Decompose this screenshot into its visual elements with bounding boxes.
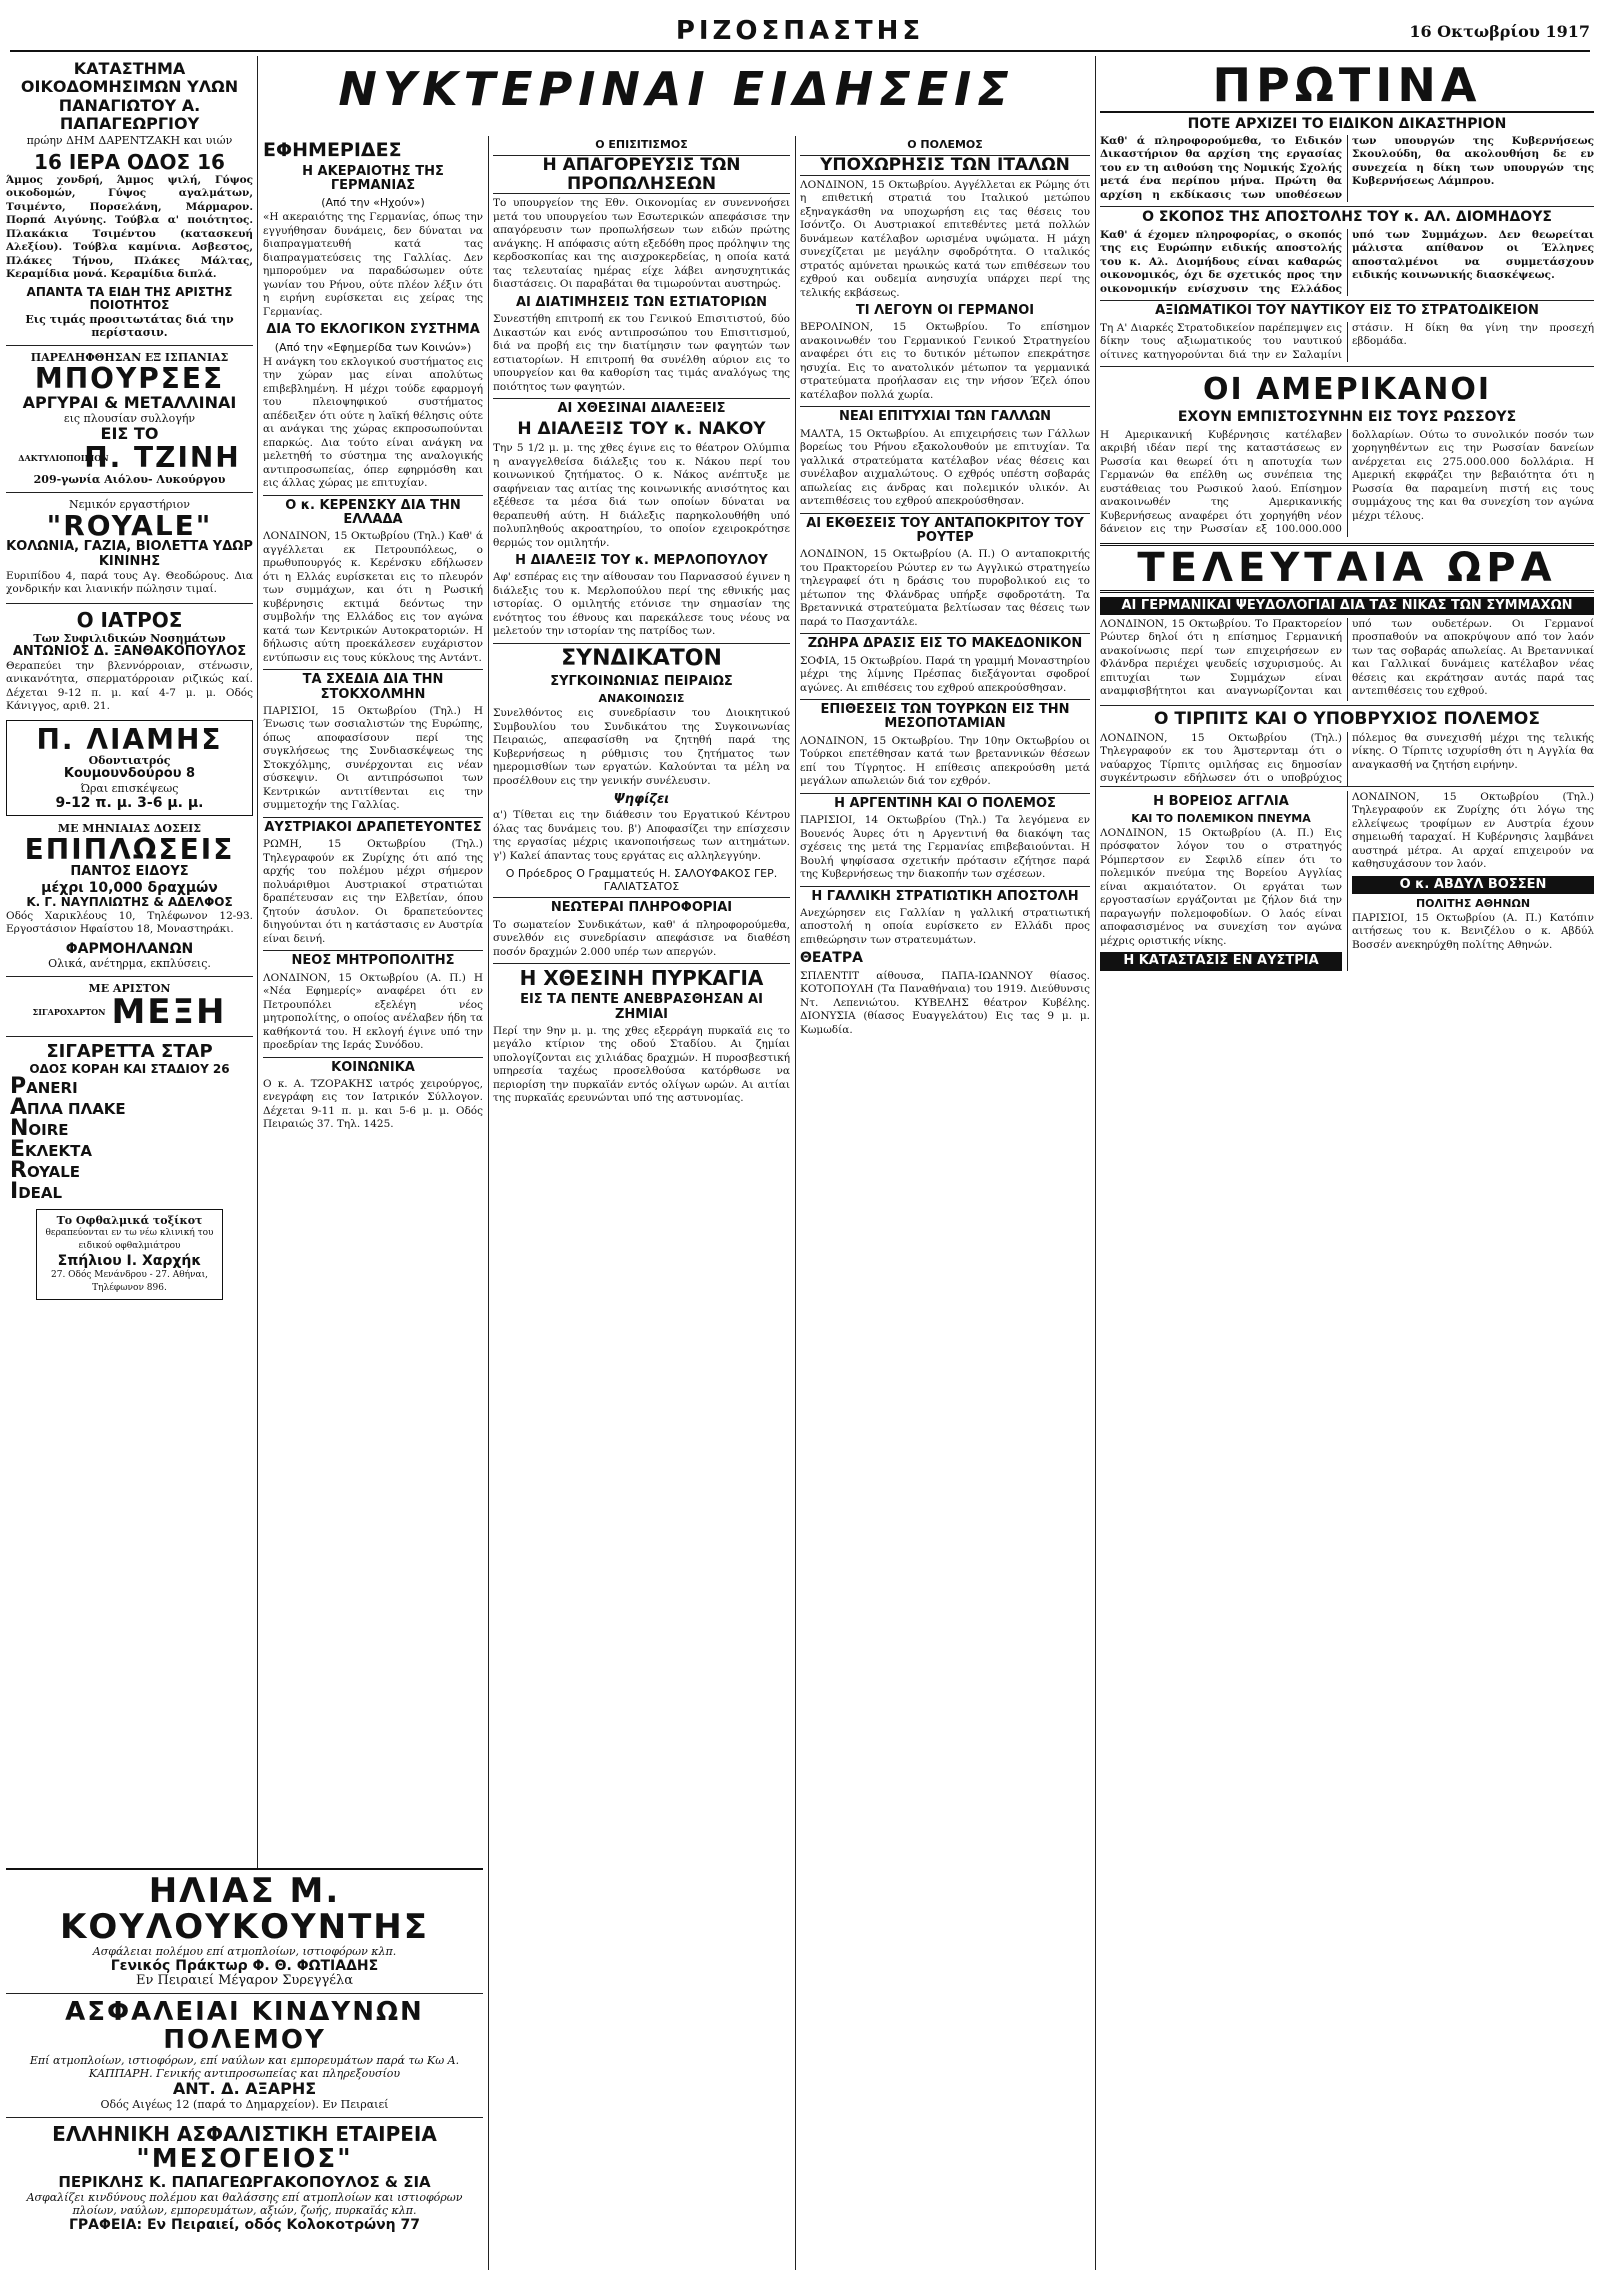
ad-subheading: Οδοντιατρός bbox=[88, 754, 171, 768]
article-body: ΛΟΝΔΙΝΟΝ, 15 Οκτωβρίου. Αγγέλλεται εκ Ρώμης ότι η επιθετική στρατιά του Ιταλικού μετώπου εξηναγκάσθη να υποχωρήση εις τας θέσεις του Ισόντζο. Οι Αυστριακοί επιτεθέντες μετά πολλών δυνάμεων κατέλαβον ωρισμένα υψώματα. Η μάχη συνεχίζεται με μεγάλην σφοδρότητα. Ο ιταλικός στρατός αμύνεται ηρωικώς κατά των επιθέσεων του εχθρού και ουδεμία ανησυχία υπάρχει περί της τελικής εκβάσεως. bbox=[800, 178, 1090, 299]
article-body: Το σωματείον Συνδικάτων, καθ' ά πληροφορούμεθα, συνελθόν εις συνεδρίασιν απεφάσισε να διαθέση ποσόν δραχμών 2.000 υπέρ των απεργών. bbox=[493, 918, 790, 958]
ad-address: Κουμουνδούρου 8 bbox=[63, 766, 196, 782]
article-body: Η ανάγκη του εκλογικού συστήματος εις την χώραν μας είναι απολύτως επιβεβλημένη. Η μέχρι τούδε εφαρμογή του πλειοψηφικού συστήματος απέδειξεν ότι ούτε η λαϊκή θέλησις ούτε αι ανάγκαι της χώρας εκπροσωπούνται επαρκώς. Δια τούτο είναι ανάγκη να μελετηθή το σύστημα της αναλογικής αντιπροσωπείας, όπερ εφηρμόσθη και εις άλλας χώρας με επιτυχίαν. bbox=[263, 355, 483, 490]
ad-heading: ΜΠΟΥΡΣΕΣ bbox=[34, 362, 225, 396]
article-source: (Από την «Εφημερίδα των Κοινών») bbox=[274, 340, 472, 354]
ad-body: Επί ατμοπλοίων, ιστιοφόρων, επί ναύλων και εμπορευμάτων παρά τω Κω Α. ΚΑΠΠΑΡΗ. Γενικής αντιπροσωπείας και πληρεξουσίου bbox=[29, 2054, 460, 2081]
ad-cigarette-paper bbox=[6, 982, 253, 1031]
divider bbox=[6, 345, 253, 346]
ad-heading: Ο ΙΑΤΡΟΣ bbox=[76, 607, 183, 632]
article-body: Την 5 1/2 μ. μ. της χθες έγινε εις το θέατρον Ολύμπια η αναγγελθείσα διάλεξις του κ. Νάκου περί του κοινωνικού ζητήματος. Ο κ. Νάκος ανέπτυξε με σαφήνειαν τας αιτίας της κοινωνικής ανισότητος και εξέθεσε τα μέσα διά των οποίων δύναται να θεραπευθή αύτη. Η διάλεξις παρηκολουθήθη υπό πολυπληθούς ακροατηρίου, το οποίον εχειροκρότησε θερμώς τον ομιλητήν. bbox=[493, 442, 790, 549]
ad-body: Ασφάλειαι πολέμου επί ατμοπλοίων, ιστιοφόρων κλπ. bbox=[92, 1945, 397, 1959]
ad-subheading: πρώην ΔΗΜ ΔΑΡΕΝΤΖΑΚΗ και υιών bbox=[26, 133, 233, 147]
article-body: «Η ακεραιότης της Γερμανίας, όπως την εγγυήθησαν δυνάμεις, δεν δύναται να διαπραγματευθή κατά τας διαπραγματεύσεις της Γαλλίας. Δεν ημπορούμεν να παραδώσωμεν ούτε γωνίαν του Ρήνου, ούτε πλέον λέξιν ότι η ειρήνη ευρίσκεται εις χείρας της Γερμανίας. bbox=[263, 211, 483, 318]
article-headline: Η ΑΠΑΓΟΡΕΥΣΙΣ ΤΩΝ ΠΡΟΠΩΛΗΣΕΩΝ bbox=[493, 155, 790, 194]
ad-insurance-kouloukountis bbox=[6, 1871, 483, 1989]
section-kicker: Ο ΠΟΛΕΜΟΣ bbox=[907, 138, 983, 151]
ad-agent: ΑΝΤ. Δ. ΑΞΑΡΗΣ bbox=[172, 2079, 317, 2099]
article-body: Αφ' εσπέρας εις την αίθουσαν του Παρνασσού έγινεν η διάλεξις του κ. Μερλοπούλου περί της εθνικής μας ιστορίας. Ο ομιλητής ετόνισε την σημασίαν της ενότητος του έθνους και παρεκάλεσε τους νέους να μελετούν την ιστορίαν της πατρίδος των. bbox=[493, 571, 790, 638]
ad-heading: ΣΙΓΑΡΕΤΤΑ ΣΤΑΡ bbox=[46, 1041, 213, 1063]
article-columns bbox=[1100, 732, 1594, 786]
column-rule bbox=[488, 136, 489, 2270]
article-headline: Ο ΤΙΡΠΙΤΣ ΚΑΙ Ο ΥΠΟΒΡΥΧΙΟΣ ΠΟΛΕΜΟΣ bbox=[1100, 705, 1594, 729]
ad-prefix: ΔΑΚΤΥΛΙΟΠΟΙΕΙΟΝ bbox=[18, 452, 109, 463]
ad-purses bbox=[6, 351, 253, 486]
article-headline: ΟΙ ΑΜΕΡΙΚΑΝΟΙ bbox=[1100, 366, 1594, 406]
ad-heading: Π. ΛΙΑΜΗΣ bbox=[36, 722, 223, 756]
ad-subheading: ΑΡΓΥΡΑΙ & ΜΕΤΑΛΛΙΝΑΙ bbox=[22, 392, 237, 412]
article-headline: ΝΕΩΤΕΡΑΙ ΠΛΗΡΟΦΟΡΙΑΙ bbox=[493, 897, 790, 915]
ad-furniture bbox=[6, 822, 253, 969]
article-headline: ΖΩΗΡΑ ΔΡΑΣΙΣ ΕΙΣ ΤΟ ΜΑΚΕΔΟΝΙΚΟΝ bbox=[800, 633, 1090, 651]
ad-footer: ΑΠΑΝΤΑ ΤΑ ΕΙΔΗ ΤΗΣ ΑΡΙΣΤΗΣ ΠΟΙΟΤΗΤΟΣ bbox=[26, 284, 233, 313]
article-body: Ανεχώρησεν εις Γαλλίαν η γαλλική στρατιωτική αποστολή η οποία ευρίσκετο εν Ελλάδι προς επιθεώρησιν των στρατευμάτων. bbox=[800, 906, 1090, 946]
article-headline: Η ΚΑΤΑΣΤΑΣΙΣ ΕΝ ΑΥΣΤΡΙΑ bbox=[1100, 952, 1342, 970]
news-column-5 bbox=[1100, 56, 1594, 2270]
article-signature: Ο Πρόεδρος Ο Γραμματεύς Η. ΣΑΛΟΥΦΑΚΟΣ ΓΕΡ. ΓΑΛΙΑΤΣΑΤΟΣ bbox=[505, 867, 778, 894]
ad-war-insurance bbox=[6, 1999, 483, 2111]
article-columns bbox=[1100, 322, 1594, 363]
acrostic-line: AΠΛΑ ΠΛΑΚΕ bbox=[10, 1094, 126, 1120]
ad-line: ΕΙΣ ΤΟ bbox=[100, 423, 159, 443]
article-body: Συνεστήθη επιτροπή εκ του Γενικού Επισιτιστού, δύο Δικαστών και ενός αντιπροσώπου του Επισιτισμού, διά να προβή εις την διατίμησιν των φαγητών των εστιατορίων. Η επιτροπή θα συνέλθη αύριον εις το υπουργείον και θα καθορίση τας τιμάς αναλόγως της ποιότητος των φαγητών. bbox=[493, 313, 790, 393]
article-headline: ΤΑ ΣΧΕΔΙΑ ΔΙΑ ΤΗΝ ΣΤΟΚΧΟΛΜΗΝ bbox=[263, 669, 483, 702]
article-source: (Από την «Ηχούν») bbox=[321, 196, 425, 210]
ad-price: μέχρι 10,000 δραχμών bbox=[41, 879, 218, 896]
acrostic-line: PANERI bbox=[10, 1073, 78, 1099]
article-headline: ΕΙΣ ΤΑ ΠΕΝΤΕ ΑΝΕΒΡΑΣΘΗΣΑΝ ΑΙ ΖΗΜΙΑΙ bbox=[520, 992, 763, 1022]
ad-heading: ΕΠΙΠΛΩΣΕΙΣ bbox=[24, 833, 235, 867]
ad-heading: ΗΛΙΑΣ Μ. ΚΟΥΛΟΥΚΟΥΝΤΗΣ bbox=[60, 1871, 429, 1947]
article-subheading: ΚΑΙ ΤΟ ΠΟΛΕΜΙΚΟΝ ΠΝΕΥΜΑ bbox=[1131, 811, 1311, 825]
ad-company-name: "ΜΕΣΟΓΕΙΟΣ" bbox=[136, 2144, 353, 2175]
article-body: Το υπουργείον της Εθν. Οικονομίας εν συνεννοήσει μετά του υπουργείου των Εσωτερικών απεφάσισε την απαγόρευσιν των προπωλήσεων των ειδών πρώτης ανάγκης. Η απόφασις αύτη εξεδόθη προς πρόληψιν της κερδοσκοπίας και της αισχροκερδείας, η οποία κατά τας τελευταίας ημέρας είχε λάβει ανησυχητικάς διαστάσεις. Οι παραβάται θα τιμωρούνται αυστηρώς. bbox=[493, 197, 790, 291]
news-column-2 bbox=[263, 136, 483, 1866]
ad-heading: ΕΛΛΗΝΙΚΗ ΑΣΦΑΛΙΣΤΙΚΗ ΕΤΑΙΡΕΙΑ bbox=[52, 2122, 437, 2147]
ad-footer-note: Εις τιμάς προσιτωτάτας διά την περίστασιν. bbox=[25, 313, 234, 340]
acrostic-line: ROYALE bbox=[10, 1157, 81, 1183]
article-headline: ΑΙ ΧΘΕΣΙΝΑΙ ΔΙΑΛΕΞΕΙΣ bbox=[493, 398, 790, 416]
article-headline: ΚΟΙΝΩΝΙΚΑ bbox=[263, 1057, 483, 1075]
ad-subheading: Των Συφιλιδικών Νοσημάτων bbox=[33, 631, 226, 645]
divider bbox=[6, 1036, 253, 1037]
article-body: ΒΕΡΟΛΙΝΟΝ, 15 Οκτωβρίου. Το επίσημον ανακοινωθέν του Γερμανικού Γενικού Στρατηγείου αναφέρει ότι εις το δυτικόν μέτωπον επεκράτησε ησυχία. Εις το ανατολικόν μέτωπον τα γερμανικά στρατεύματα προήλασαν εις την νήσον Έζελ όπου κατέλαβον πολλά χωρία. bbox=[800, 321, 1090, 401]
ad-doctor-name: Σπήλιου Ι. Χαρχήκ bbox=[57, 1252, 202, 1269]
theatre-heading: ΘΕΑΤΡΑ bbox=[800, 950, 863, 967]
article-body: ΜΑΛΤΑ, 15 Οκτωβρίου. Αι επιχειρήσεις των Γάλλων βορείως του Ρήνου εξακολουθούν με επιτυχίαν. Τα γαλλικά στρατεύματα κατέλαβον νέας θέσεις και συνέλαβον αιχμαλώτους. Ο εχθρός υπέστη σοβαράς απωλείας εις άνδρας και πολεμικόν υλικόν. Αι αντεπιθέσεις του εχθρού απεκρούσθησαν. bbox=[800, 427, 1090, 508]
ad-address: 27. Οδός Μενάνδρου - 27. Αθήναι, Τηλέφωνον 896. bbox=[51, 1269, 208, 1293]
article-body: Καθ' ά πληροφορούμεθα, το Ειδικόν Δικαστήριον θα αρχίση της εργασίας του εν τη αιθούση της Νομικής Σχολής μετά ένα περίπου μήνα. Πρώτη θα αρχίση η εκδίκασις των υποθέσεων των υπουργών της Κυβερνήσεως Σκουλούδη, θα ακολουθήση δε εν συνεχεία η δίκη των υπουργών της Κυβερνήσεως Λάμπρου. bbox=[1100, 134, 1594, 201]
article-subheading: ΠΟΛΙΤΗΣ ΑΘΗΝΩΝ bbox=[1415, 896, 1531, 910]
ad-subheading: ΚΟΛΩΝΙΑ, ΓΑΖΙΑ, ΒΙΟΛΕΤΤΑ ΥΔΩΡ ΚΙΝΙΝΗΣ bbox=[6, 539, 253, 570]
ad-doctor-name: ΑΝΤΩΝΙΟΣ Δ. ΞΑΝΘΑΚΟΠΟΥΛΟΣ bbox=[12, 643, 247, 659]
ad-building-materials bbox=[6, 60, 253, 339]
article-body: ΛΟΝΔΙΝΟΝ, 15 Οκτωβρίου. Το Πρακτορείον Ρώυτερ δηλοί ότι η επίσημος Γερμανική ανακοίνωσις περί των επιχειρήσεων εν Φλάνδρα περιέχει ψευδείς ισχυρισμούς. Αι επιτυχίαι των Συμμάχων είναι αναμφισβήτητοι και αναγνωρίζονται και υπό των ουδετέρων. Οι Γερμανοί προσπαθούν να αποκρύψουν από τον λαόν των τας σοβαράς απωλείας. Αι Βρεταννικαί και Γαλλικαί δυνάμεις κατέλαβον νέας θέσεις και εκράτησαν αυτάς παρά τας αντεπιθέσεις του εχθρού. bbox=[1100, 617, 1594, 698]
article-headline: ΥΠΟΧΩΡΗΣΙΣ ΤΩΝ ΙΤΑΛΩΝ bbox=[800, 155, 1090, 176]
article-headline: Η ΧΘΕΣΙΝΗ ΠΥΡΚΑΓΙΑ bbox=[493, 963, 790, 989]
article-headline: ΝΕΟΣ ΜΗΤΡΟΠΟΛΙΤΗΣ bbox=[263, 950, 483, 968]
section-heading: ΠΡΩΤΙΝΑ bbox=[1100, 60, 1594, 113]
ad-subheading: ΟΔΟΣ ΚΟΡΑΗ ΚΑΙ ΣΤΑΔΙΟΥ 26 bbox=[29, 1062, 230, 1077]
article-headline: ΔΙΑ ΤΟ ΕΚΛΟΓΙΚΟΝ ΣΥΣΤΗΜΑ bbox=[266, 322, 480, 338]
article-body: Συνελθόντος εις συνεδρίασιν του Διοικητικού Συμβουλίου του Συνδικάτου της Συγκοινωνίας Πειραιώς, απεφασίσθη να ζητηθή παρά της Κυβερνήσεως η ρύθμισις του ζητήματος των ημερομισθίων των εργατών. Καλούνται τα μέλη να προσέλθουν εις την γενικήν συνέλευσιν. bbox=[493, 707, 790, 787]
article-body: Περί την 9ην μ. μ. της χθες εξερράγη πυρκαϊά εις το μεγάλο κτίριον της οδού Σταδίου. Αι ζημίαι υπολογίζονται εις χιλιάδας δραχμών. Η πυροσβεστική υπηρεσία ταχέως προσελθούσα κατόρθωσε να περιορίση την πυρκαϊάν εντός ολίγων ωρών. Αι αιτίαι της πυρκαϊάς ερευνώνται υπό της αστυνομίας. bbox=[493, 1024, 790, 1105]
newspaper-title: ΡΙΖΟΣΠΑΣΤΗΣ bbox=[675, 16, 925, 46]
acrostic-list bbox=[6, 1073, 253, 1204]
ad-address: Εν Πειραιεί Μέγαρον Συρεγγέλα bbox=[135, 1973, 354, 1989]
ad-body: θεραπεύονται εν τω νέω κλινική του ειδικού οφθαλμιάτρου bbox=[45, 1227, 214, 1251]
ad-heading: ΑΣΦΑΛΕΙΑΙ ΚΙΝΔΥΝΩΝ ΠΟΛΕΜΟΥ bbox=[65, 1997, 424, 2055]
ad-body: Ασφαλίζει κινδύνους πολέμου και θαλάσσης επί ατμοπλοίων και ιστιοφόρων πλοίων, ναύλων, εμπορευμάτων, αξιών, ζωής, πυρκαϊάς κλπ. bbox=[26, 2191, 463, 2217]
ad-merchant-name: Κ. Γ. ΝΑΥΠΛΙΩΤΗΣ & ΑΔΕΛΦΟΣ bbox=[26, 894, 233, 909]
article-body: ΛΟΝΔΙΝΟΝ, 15 Οκτωβρίου. Την 10ην Οκτωβρίου οι Τούρκοι επετέθησαν κατά των βρεταννικών θέσεων επί του Τίγρητος. Η επίθεσις απεκρούσθη μετά μεγάλων απωλειών διά τον εχθρόν. bbox=[800, 734, 1090, 788]
ad-body: Θεραπεύει την βλεννόρροιαν, στένωσιν, ανικανότητα, σπερματόρροιαν ριζικώς καί. Δέχεται 9-12 π. μ. καί 4-7 μ. μ. Οδός Κάνιγγος, αριθ. 21. bbox=[6, 659, 253, 713]
divider bbox=[6, 2117, 483, 2118]
divider bbox=[6, 1993, 483, 1994]
acrostic-line: NOIRE bbox=[10, 1115, 69, 1141]
article-headline: ΑΥΣΤΡΙΑΚΟΙ ΔΡΑΠΕΤΕΥΟΝΤΕΣ bbox=[263, 817, 483, 835]
article-body: ΛΟΝΔΙΝΟΝ, 15 Οκτωβρίου (Τηλ.) Τηλεγραφούν εκ Ζυρίχης ότι λόγω της ελλείψεως τροφίμων εν Αυστρία έχουν σημειωθή ταραχαί. Η Κυβέρνησις λαμβάνει αυστηρά μέτρα. Αι αρχαί επιχειρούν να καθησυχάσουν τον λαόν. bbox=[1352, 790, 1594, 871]
ad-address: 16 ΙΕΡΑ ΟΔΟΣ 16 bbox=[34, 149, 225, 174]
article-headline: ΑΙ ΔΙΑΤΙΜΗΣΕΙΣ ΤΩΝ ΕΣΤΙΑΤΟΡΙΩΝ bbox=[516, 294, 767, 310]
article-body: ΛΟΝΔΙΝΟΝ, 15 Οκτωβρίου (Τηλ.) Τηλεγραφούν εκ του Άμστερνταμ ότι ο ναύαρχος Τίρπιτς ομιλήσας εις δημοσίαν συγκέντρωσιν εδήλωσεν ότι ο υποβρύχιος πόλεμος θα συνεχισθή μέχρι της τελικής νίκης. Ο Τίρπιτς ισχυρίσθη ότι η Αγγλία θα αναγκασθή να ζητήση ειρήνην. bbox=[1100, 731, 1594, 785]
article-subheading: ΑΝΑΚΟΙΝΩΣΙΣ bbox=[598, 692, 685, 706]
article-columns bbox=[1100, 135, 1594, 203]
article-headline: ΣΥΝΔΙΚΑΤΟΝ bbox=[493, 643, 790, 671]
article-body: ΠΑΡΙΣΙΟΙ, 15 Οκτωβρίου (Α. Π.) Κατόπιν αιτήσεως του κ. Βενιζέλου ο κ. Αβδύλ Βοσσέν ανεκηρύχθη πολίτης Αθηνών. bbox=[1352, 911, 1594, 951]
ad-heading: Το Οφθαλμικά τοξίκοτ bbox=[56, 1213, 203, 1227]
article-body: ΛΟΝΔΙΝΟΝ, 15 Οκτωβρίου (Α. Π.) Η «Νέα Εφημερίς» αναφέρει ότι εν Πετρουπόλει εξελέγη νέος μητροπολίτης, ο οποίος ανέλαβεν ήδη τα καθήκοντά του. Η εκλογή έγινε υπό την προεδρίαν της Ιεράς Συνόδου. bbox=[263, 971, 483, 1052]
acrostic-line: IDEAL bbox=[10, 1178, 63, 1204]
article-body: ΛΟΝΔΙΝΟΝ, 15 Οκτωβρίου (Α. Π.) Εις πρόσφατον λόγον του ο στρατηγός Ρόμπερτσον εν Σεφιλδ είπεν ότι το πολεμικόν πνεύμα της Βορείου Αγγλίας είναι ακμαιότατον. Οι εργάται των εργοστασίων εργάζονται με ζήλον διά την παραγωγήν πολεμοφοδίων. Ο λαός είναι αποφασισμένος να συνεχίση τον αγώνα μέχρις οριστικής νίκης. bbox=[1100, 826, 1342, 947]
article-body: ΠΑΡΙΣΙΟΙ, 14 Οκτωβρίου (Τηλ.) Τα λεγόμενα εν Βουενός Άυρες ότι η Αργεντινή θα διακόψη τας σχέσεις της μετά της Γερμανίας επιβεβαιούνται. Η Βουλή ψηφίσασα σχετικήν πρότασιν εζήτησε παρά της Κυβερνήσεως την διακοπήν των σχέσεων. bbox=[800, 814, 1090, 881]
ad-hours-label: Ώραι επισκέψεως bbox=[80, 782, 179, 796]
article-headline: ΕΧΟΥΝ ΕΜΠΙΣΤΟΣΥΝΗΝ ΕΙΣ ΤΟΥΣ ΡΩΣΣΟΥΣ bbox=[1177, 409, 1517, 426]
article-body: ΠΑΡΙΣΙΟΙ, 15 Οκτωβρίου (Τηλ.) Η Ένωσις των σοσιαλιστών της Ευρώπης, όπως αποφασίσουν περί της συγκλήσεως της Συνδιασκέψεως της Στοκχόλμης, συνέρχονται εις νέαν σύσκεψιν. Οι αντιπρόσωποι των Κεντρικών αντιτίθενται εις την συμμετοχήν της Γαλλίας. bbox=[263, 704, 483, 812]
news-column-3 bbox=[493, 136, 790, 2270]
ad-kicker: ΜΕ ΑΡΙΣΤΟΝ bbox=[88, 981, 171, 995]
article-headline: Η ΒΟΡΕΙΟΣ ΑΓΓΛΙΑ bbox=[1153, 793, 1289, 809]
article-headline: Η ΔΙΑΛΕΞΙΣ ΤΟΥ κ. ΜΕΡΛΟΠΟΥΛΟΥ bbox=[515, 553, 768, 569]
article-headline: ΑΞΙΩΜΑΤΙΚΟΙ ΤΟΥ ΝΑΥΤΙΚΟΥ ΕΙΣ ΤΟ ΣΤΡΑΤΟΔΙΚΕΙΟΝ bbox=[1100, 300, 1594, 318]
article-body: Ο κ. Α. ΤΖΟΡΑΚΗΣ ιατρός χειρούργος, ενεγράφη εις τον Ιατρικόν Σύλλογον. Δέχεται 9-11 π. μ. και 5-6 μ. μ. Οδός Πειραιώς 37. Τηλ. 1425. bbox=[263, 1077, 483, 1131]
acrostic-line: EΚΛΕΚΤΑ bbox=[10, 1136, 92, 1162]
ad-heading: "ROYALE" bbox=[46, 508, 213, 542]
section-kicker: Ο ΕΠΙΣΙΤΙΣΜΟΣ bbox=[595, 138, 688, 151]
section-heading: ΕΦΗΜΕΡΙΔΕΣ bbox=[263, 139, 402, 161]
article-headline: Η ΔΙΑΛΕΞΙΣ ΤΟΥ κ. ΝΑΚΟΥ bbox=[517, 419, 766, 440]
ad-subheading: ΠΑΝΤΟΣ ΕΙΔΟΥΣ bbox=[70, 863, 189, 879]
news-column-4 bbox=[800, 136, 1090, 2270]
ad-dentist bbox=[6, 720, 253, 816]
ad-doctor bbox=[6, 609, 253, 714]
column-rule bbox=[1095, 56, 1096, 2270]
issue-date: 16 Οκτωβρίου 1917 bbox=[1409, 22, 1590, 41]
ad-heading: ΜΕΞΗ bbox=[111, 991, 227, 1032]
ad-body: Ευριπίδου 4, παρά τους Αγ. Θεοδώρους. Δια χονδρικήν και λιανικήν πώλησιν τιμαί. bbox=[6, 569, 253, 596]
article-body: ΣΟΦΙΑ, 15 Οκτωβρίου. Παρά τη γραμμή Μοναστηρίου μέχρι της λίμνης Πρέσπας διεξάγονται σφοδροί αγώνες. Αι επιθέσεις του εχθρού απεκρούσθησαν. bbox=[800, 654, 1090, 694]
ad-address: ΓΡΑΦΕΙΑ: Εν Πειραιεί, οδός Κολοκοτρώνη 77 bbox=[69, 2217, 420, 2233]
article-body: ΛΟΝΔΙΝΟΝ, 15 Οκτωβρίου (Α. Π.) Ο ανταποκριτής του Πρακτορείου Ρώυτερ εν τω Αγγλικώ στρατηγείω τηλεγραφεί ότι η δράσις του πυροβολικού εις το μέτωπον της Φλάνδρας υπήρξε σφοδροτάτη. Τα Βρεταννικά στρατεύματα βελτίωσαν τας θέσεις των παρά το Πασχαντάλε. bbox=[800, 548, 1090, 628]
column-rule bbox=[795, 136, 796, 2270]
article-headline: Η ΓΑΛΛΙΚΗ ΣΤΡΑΤΙΩΤΙΚΗ ΑΠΟΣΤΟΛΗ bbox=[800, 886, 1090, 904]
section-heading: ΤΕΛΕΥΤΑΙΑ ΩΡΑ bbox=[1100, 543, 1594, 593]
article-columns bbox=[1100, 229, 1594, 297]
article-headline: ΑΙ ΓΕΡΜΑΝΙΚΑΙ ΨΕΥΔΟΛΟΓΙΑΙ ΔΙΑ ΤΑΣ ΝΙΚΑΣ ΤΩΝ ΣΥΜΜΑΧΩΝ bbox=[1100, 597, 1594, 615]
section-title: ΝΥΚΤΕΡΙΝΑΙ ΕΙΔΗΣΕΙΣ bbox=[338, 62, 1015, 116]
article-headline: ΠΟΤΕ ΑΡΧΙΖΕΙ ΤΟ ΕΙΔΙΚΟΝ ΔΙΚΑΣΤΗΡΙΟΝ bbox=[1187, 115, 1507, 132]
ad-ophthalmologist bbox=[36, 1209, 223, 1300]
article-headline: Ο κ. ΚΕΡΕΝΣΚΥ ΔΙΑ ΤΗΝ ΕΛΛΑΔΑ bbox=[263, 495, 483, 528]
ad-mesogeios bbox=[6, 2123, 483, 2233]
bottom-ads bbox=[6, 1868, 483, 2270]
article-body: α') Τίθεται εις την διάθεσιν του Εργατικού Κέντρου όλας τας δυνάμεις του. β') Αποφασίζει την επίσχεσιν της εργασίας μέχρις ικανοποιήσεως των αιτημάτων. γ') Καλεί άπαντας τους εργάτας εις αλληλεγγύην. bbox=[493, 809, 790, 862]
article-subheading: Ψηφίζει bbox=[613, 792, 670, 808]
section-banner bbox=[263, 56, 1090, 132]
ad-kicker: Νεμικόν εργαστήριον bbox=[69, 497, 190, 511]
divider bbox=[6, 492, 253, 493]
article-headline: ΤΙ ΛΕΓΟΥΝ ΟΙ ΓΕΡΜΑΝΟΙ bbox=[855, 303, 1035, 319]
article-headline: ΝΕΑΙ ΕΠΙΤΥΧΙΑΙ ΤΩΝ ΓΑΛΛΩΝ bbox=[800, 406, 1090, 424]
ad-kicker: ΠΑΡΕΛΗΦΘΗΣΑΝ ΕΞ ΙΣΠΑΝΙΑΣ bbox=[30, 351, 229, 365]
ad-hours: 9-12 π. μ. 3-6 μ. μ. bbox=[55, 795, 204, 812]
ad-cigarette-star bbox=[6, 1042, 253, 1202]
article-body: Καθ' ά έχομεν πληροφορίας, ο σκοπός της εις Ευρώπην ειδικής αποστολής του κ. Αλ. Διομήδους είναι καθαρώς οικονομικός, όχι δε σχετικός προς την οικονομικήν ενίσχυσιν της Ελλάδος υπό των Συμμάχων. Δεν θεωρείται μάλιστα απίθανον οι Έλληνες αποσταλμένοι να συμμετάσχουν ειδικής κοινωνικής διασκέψεως. bbox=[1100, 228, 1594, 295]
ad-address: 209-γωνία Αιόλου- Λυκούργου bbox=[33, 472, 226, 486]
ad-merchant-name: Π. ΤΖΙΝΗ bbox=[84, 441, 241, 475]
ad-address: Οδός Αιγέως 12 (παρά το Δημαρχείον). Εν Πειραιεί bbox=[100, 2098, 389, 2112]
ad-footer: ΦΑΡΜΟΗΛΑΝΩΝ bbox=[65, 940, 194, 957]
ad-agent: Γενικός Πράκτωρ Φ. Θ. ΦΩΤΙΑΔΗΣ bbox=[110, 1958, 379, 1975]
ad-body: Άμμος χονδρή, Άμμος ψιλή, Γύψος οικοδομών, Γύψος αγαλμάτων, Τσιμέντο, Πορσελάνη, Μάρμαρον. Πορπά Αιγύνης. Τούβλα α' ποιότητος. Πλακάκια Τσιμέντου (κατασκευή Αλεξίου). Τούβλα καμίνια. Ασβεστος, Πλάκες Τήνου, Πλάκες Μάλτας, Κεραμίδια μονά. Κεραμίδια διπλά. bbox=[6, 173, 253, 281]
divider bbox=[6, 976, 253, 977]
article-headline: ΣΥΓΚΟΙΝΩΝΙΑΣ ΠΕΙΡΑΙΩΣ bbox=[550, 674, 733, 690]
article-headline: ΕΠΙΘΕΣΕΙΣ ΤΩΝ ΤΟΥΡΚΩΝ ΕΙΣ ΤΗΝ ΜΕΣΟΠΟΤΑΜΙΑΝ bbox=[800, 699, 1090, 732]
ad-line: εις πλουσίαν συλλογήν bbox=[63, 411, 196, 425]
ad-prefix: ΣΙΓΑΡΟΧΑΡΤΟΝ bbox=[32, 1007, 106, 1017]
article-body: Η Αμερικανική Κυβέρνησις κατέλαβεν ακριβή ιδέαν περί της καταστάσεως εν Ρωσσία και θεωρεί ότι η αποτυχία των Γερμανών θα επέλθη ως συνέπεια της ευστάθειας του Ρωσικού λαού. Επίσημον ανακοινωθέν της Αμερικανικής Κυβερνήσεως αναφέρει ότι χορηγήθη νέον δάνειον εις την Ρωσσίαν εξ 100.000.000 δολλαρίων. Ούτω το συνολικόν ποσόν των χορηγηθέντων εις την Ρωσσίαν δανείων ανέρχεται εις 275.000.000 δολλάρια. Η Αμερική εκφράζει την βεβαιότητα ότι η Ρωσσία θα παραμείνη πιστή εις τους συμμάχους της και θα συνεχίση τον αγώνα μέχρι τέλους. bbox=[1100, 428, 1594, 536]
ad-heading: ΚΑΤΑΣΤΗΜΑ ΟΙΚΟΔΟΜΗΣΙΜΩΝ ΥΛΩΝ ΠΑΝΑΓΙΩΤΟΥ Α. ΠΑΠΑΓΕΩΡΓΙΟΥ bbox=[20, 59, 239, 134]
article-columns bbox=[1100, 786, 1594, 971]
article-headline: ΑΙ ΕΚΘΕΣΕΙΣ ΤΟΥ ΑΝΤΑΠΟΚΡΙΤΟΥ ΤΟΥ ΡΟΥΤΕΡ bbox=[800, 513, 1090, 546]
masthead bbox=[10, 14, 1590, 52]
ad-agent: ΠΕΡΙΚΛΗΣ Κ. ΠΑΠΑΓΕΩΡΓΑΚΟΠΟΥΛΟΣ & ΣΙΑ bbox=[58, 2172, 431, 2191]
article-columns bbox=[1100, 429, 1594, 537]
article-body: ΡΩΜΗ, 15 Οκτωβρίου (Τηλ.) Τηλεγραφούν εκ Ζυρίχης ότι από της αρχής του πολέμου μέχρι σήμερον πολυάριθμοι Αυστριακοί στρατιώται δραπέτευσαν εις την Ελβετίαν, όπου ζητούν άσυλον. Οι δραπετεύοντες διηγούνται ότι η κατάστασις εν Αυστρία είναι δεινή. bbox=[263, 838, 483, 945]
ad-footer-note: Ολικά, ανέτηρμα, εκπλύσεις. bbox=[48, 956, 211, 970]
ad-body: Οδός Χαρικλέους 10, Τηλέφωνον 12-93. Εργοστάσιον Ηφαίστου 18, Μοναστηράκι. bbox=[6, 909, 253, 936]
ad-kicker: ΜΕ ΜΗΝΙΑΙΑΣ ΔΟΣΕΙΣ bbox=[57, 822, 202, 836]
divider bbox=[6, 603, 253, 604]
article-body: ΛΟΝΔΙΝΟΝ, 15 Οκτωβρίου (Τηλ.) Καθ' ά αγγέλλεται εκ Πετρουπόλεως, ο πρωθυπουργός κ. Κερένσκυ εδήλωσεν ότι η Ελλάς ευρίσκεται εις το πλευρόν των συμμάχων, και ότι η Ρωσική κυβέρνησις εκτιμά δεόντως την συμβολήν της Ελλάδος εις τον αγώνα κατά των Κεντρικών Αυτοκρατοριών. Η δήλωσις αύτη προεκάλεσεν ευχάριστον εντύπωσιν εις τους κύκλους της Αντάντ. bbox=[263, 530, 483, 664]
article-headline: Ο ΣΚΟΠΟΣ ΤΗΣ ΑΠΟΣΤΟΛΗΣ ΤΟΥ κ. ΑΛ. ΔΙΟΜΗΔΟΥΣ bbox=[1100, 206, 1594, 225]
theatre-listings: ΣΠΛΕΝΤΙΤ αίθουσα, ΠΑΠΑ-ΙΩΑΝΝΟΥ θίασος. ΚΟΤΟΠΟΥΛΗ (Τα Παναθήναια) του 1919. Διεύθυνσις Ντ. Λεπενιώτου. ΚΥΒΕΛΗΣ θέατρον Κυβέλης. ΔΙΟΝΥΣΙΑ (θίασος Ευαγγελάτου) Εις τας 9 μ. μ. Κωμωδία. bbox=[800, 969, 1090, 1036]
article-body: Τη Α' Διαρκές Στρατοδικείον παρέπεμψεν εις δίκην τους αξιωματικούς του ναυτικού οίτινες κατηγορούνται διά την εν Σαλαμίνι στάσιν. Η δίκη θα γίνη την προσεχή εβδομάδα. bbox=[1100, 321, 1594, 361]
article-headline: Η ΑΚΕΡΑΙΟΤΗΣ ΤΗΣ ΓΕΡΜΑΝΙΑΣ bbox=[302, 163, 444, 194]
article-headline: Ο κ. ΑΒΔΥΛ ΒΟΣΣΕΝ bbox=[1352, 876, 1594, 894]
article-columns bbox=[1100, 618, 1594, 701]
article-headline: Η ΑΡΓΕΝΤΙΝΗ ΚΑΙ Ο ΠΟΛΕΜΟΣ bbox=[800, 793, 1090, 811]
ad-royale bbox=[6, 498, 253, 597]
